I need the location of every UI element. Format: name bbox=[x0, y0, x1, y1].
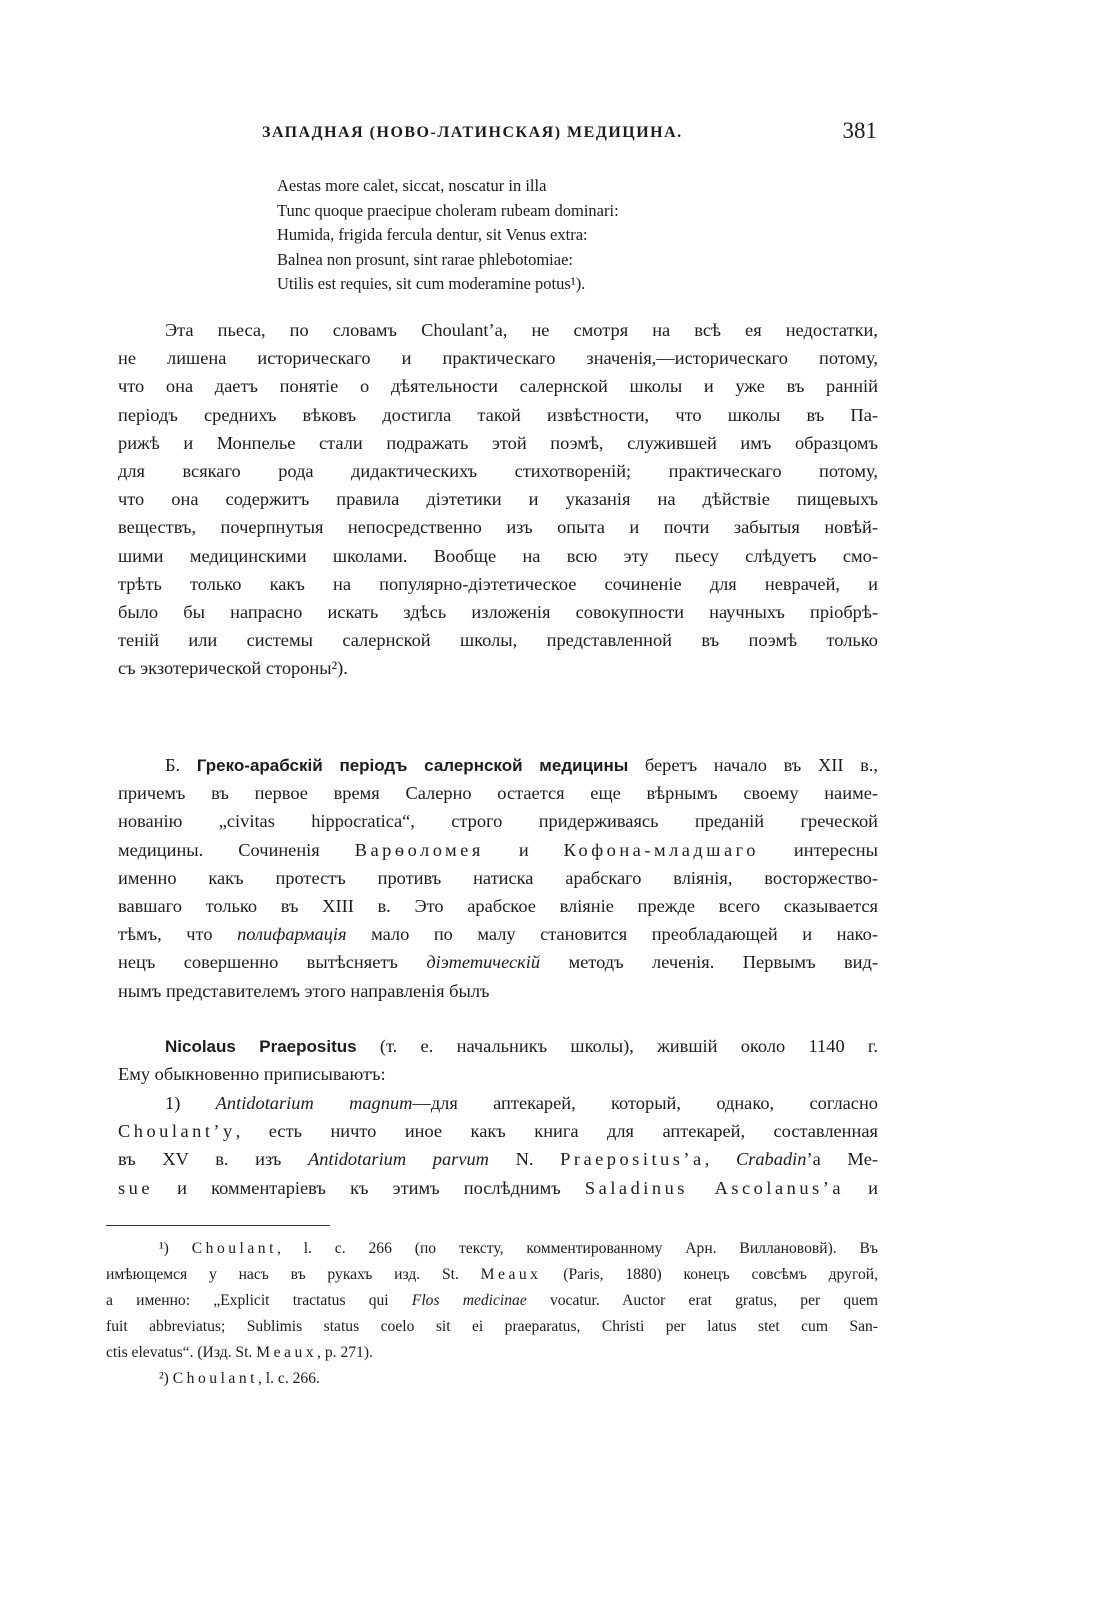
text-fragment: vocatur. Auctor erat gratus, per quem bbox=[526, 1292, 879, 1309]
footnote-line: fuit abbreviatus; Sublimis status coelo sit ei praeparatus, Christi per latus stet cum San- bbox=[106, 1318, 878, 1335]
text-fragment: тѣмъ, что bbox=[118, 924, 238, 945]
spaced-name: Choulant’y bbox=[118, 1121, 236, 1142]
text-line: шими медицинскими школами. Вообще на всю эту пьесу слѣдуетъ смо- bbox=[118, 545, 878, 566]
text-line bbox=[118, 1032, 878, 1060]
text-line: что она содержитъ правила діэтетики и указанія на дѣйствіе пищевыхъ bbox=[118, 489, 878, 510]
text-line: теній или системы салернской школы, представленной въ поэмѣ только bbox=[118, 630, 878, 651]
text-line bbox=[118, 751, 878, 779]
text-line bbox=[118, 1089, 878, 1117]
spaced-name: Choulant bbox=[191, 1240, 277, 1257]
verse-line: Tunc quoque praecipue choleram rubeam dominari: bbox=[277, 200, 619, 220]
text-line: періодъ среднихъ вѣковъ достигла такой извѣстности, что школы въ Па- bbox=[118, 404, 878, 425]
footnote-line bbox=[106, 1366, 878, 1392]
text-fragment: нецъ совершенно вытѣсняетъ bbox=[118, 952, 427, 973]
text-line: не лишена историческаго и практическаго значенія,—историческаго потому, bbox=[118, 348, 878, 369]
spaced-name: Meaux bbox=[256, 1344, 318, 1361]
spaced-name: Meaux bbox=[480, 1266, 542, 1283]
text-fragment: а именно: „Explicit tractatus qui bbox=[106, 1292, 412, 1309]
text-line: веществъ, почерпнутыя непосредственно изъ опыта и почти забытыя новѣй- bbox=[118, 517, 878, 538]
text-line: что она даетъ понятіе о дѣятельности салернской школы и уже въ ранній bbox=[118, 376, 878, 397]
spaced-name: Praepositus’a bbox=[560, 1149, 705, 1170]
spaced-name: Saladinus Ascolanus’a bbox=[584, 1177, 844, 1198]
paragraph-antidotarium bbox=[118, 1089, 878, 1202]
running-title: ЗАПАДНАЯ (НОВО-ЛАТИНСКАЯ) МЕДИЦИНА. bbox=[262, 124, 683, 141]
footnote-line bbox=[106, 1236, 878, 1262]
text-fragment: и bbox=[483, 839, 564, 860]
text-fragment: имѣющемся у насъ въ рукахъ изд. St. bbox=[106, 1266, 481, 1283]
text-line: причемъ въ первое время Салерно остается еще вѣрнымъ своему наиме- bbox=[118, 783, 878, 804]
text-fragment: , p. 271). bbox=[317, 1344, 373, 1361]
text-fragment: въ XV в. изъ bbox=[118, 1149, 309, 1170]
text-line: съ экзотерической стороны²). bbox=[118, 658, 348, 679]
text-fragment: —для аптекарей, который, однако, согласно bbox=[412, 1093, 878, 1113]
footnote-divider bbox=[106, 1225, 330, 1226]
text-fragment: (т. е. начальникъ школы), жившій около 1140 г. bbox=[356, 1036, 878, 1056]
italic-title: Flos medicinae bbox=[411, 1292, 527, 1309]
text-line bbox=[118, 1145, 878, 1173]
text-line bbox=[118, 948, 878, 976]
text-line bbox=[118, 920, 878, 948]
person-name-heading: Nicolaus Praepositus bbox=[165, 1037, 357, 1056]
footnote-line bbox=[106, 1262, 878, 1288]
text-fragment: , l. c. 266 (по тексту, комментированному Арн. Вилланововй). Въ bbox=[276, 1240, 878, 1257]
text-line: Эта пьеса, по словамъ Choulant’a, не смотря на всѣ ея недостатки, bbox=[165, 320, 878, 340]
section-letter: Б. bbox=[165, 755, 197, 775]
text-line: рижѣ и Монпелье стали подражать этой поэмѣ, служившей имъ образцомъ bbox=[118, 432, 878, 453]
text-line bbox=[118, 1174, 878, 1202]
text-fragment: методъ леченія. Первымъ вид- bbox=[540, 952, 878, 973]
verse-line: Aestas more calet, siccat, noscatur in illa bbox=[277, 176, 547, 195]
paragraph-greco-arabic-period bbox=[118, 751, 878, 1005]
text-line: именно какъ протестъ противъ натиска арабскаго вліянія, восторжество- bbox=[118, 867, 878, 888]
footnote-marker: ²) bbox=[159, 1370, 173, 1387]
spaced-name: Варѳоломея bbox=[354, 839, 484, 860]
text-fragment: медицины. Сочиненія bbox=[118, 839, 355, 860]
text-fragment: и комментаріевъ къ этимъ послѣднимъ bbox=[153, 1177, 585, 1198]
footnote-line bbox=[106, 1288, 878, 1314]
footnote-line bbox=[106, 1340, 878, 1366]
verse-line: Utilis est requies, sit cum moderamine potus¹). bbox=[277, 274, 586, 294]
list-number: 1) bbox=[165, 1093, 216, 1113]
spaced-name: sue bbox=[118, 1177, 154, 1198]
text-line bbox=[118, 1117, 878, 1145]
verse-line: Balnea non prosunt, sint rarae phlebotomiae: bbox=[277, 249, 574, 269]
page-number: 381 bbox=[842, 118, 877, 143]
footnote-marker: ¹) bbox=[159, 1240, 192, 1257]
spaced-name: Choulant bbox=[172, 1370, 258, 1387]
paragraph-nicolaus-praepositus bbox=[118, 1032, 878, 1088]
text-line: было бы напрасно искать здѣсь изложенія совокупности научныхъ пріобрѣ- bbox=[118, 601, 878, 622]
text-line: Ему обыкновенно приписываютъ: bbox=[118, 1064, 386, 1085]
italic-term: діэтетическій bbox=[426, 952, 541, 973]
text-line: трѣть только какъ на популярно-діэтетическое сочиненіе для неврачей, и bbox=[118, 573, 878, 594]
footnotes bbox=[106, 1236, 878, 1392]
page-header bbox=[262, 118, 877, 154]
verse-line: Humida, frigida fercula dentur, sit Venus extra: bbox=[277, 225, 588, 245]
section-heading: Греко-арабскій періодъ салернской медицины bbox=[196, 756, 629, 775]
italic-term: полифармація bbox=[237, 924, 347, 945]
text-fragment: ’a Me- bbox=[806, 1149, 879, 1170]
text-line: для всякаго рода дидактическихъ стихотвореній; практическаго потому, bbox=[118, 460, 878, 481]
text-fragment: , l. c. 266. bbox=[257, 1370, 320, 1387]
text-line: нымъ представителемъ этого направленія былъ bbox=[118, 980, 490, 1001]
text-line: вавшаго только въ XIII в. Это арабское вліяніе прежде всего сказывается bbox=[118, 895, 878, 916]
text-line: нованію „civitas hippocratica“, строго придерживаясь преданій греческой bbox=[118, 811, 878, 832]
paragraph-poem-significance bbox=[118, 316, 878, 682]
text-fragment: мало по малу становится преобладающей и нако- bbox=[346, 924, 878, 945]
spaced-name: Кофона-младшаго bbox=[563, 839, 759, 860]
italic-title: Antidotarium magnum bbox=[215, 1093, 413, 1113]
text-fragment: интересны bbox=[758, 839, 878, 860]
italic-title: Antidotarium parvum bbox=[308, 1149, 489, 1170]
text-fragment: , есть ничто иное какъ книга для аптекарей, составленная bbox=[235, 1121, 878, 1142]
text-fragment: (Paris, 1880) конецъ совсѣмъ другой, bbox=[541, 1266, 878, 1283]
text-fragment: беретъ начало въ XII в., bbox=[628, 755, 879, 775]
latin-verse bbox=[277, 174, 877, 297]
text-line bbox=[118, 836, 878, 864]
text-fragment: , bbox=[704, 1149, 736, 1170]
text-fragment: N. bbox=[488, 1149, 561, 1170]
italic-title: Crabadin bbox=[735, 1149, 807, 1170]
text-fragment: и bbox=[843, 1177, 878, 1198]
text-fragment: ctis elevatus“. (Изд. St. bbox=[106, 1344, 257, 1361]
